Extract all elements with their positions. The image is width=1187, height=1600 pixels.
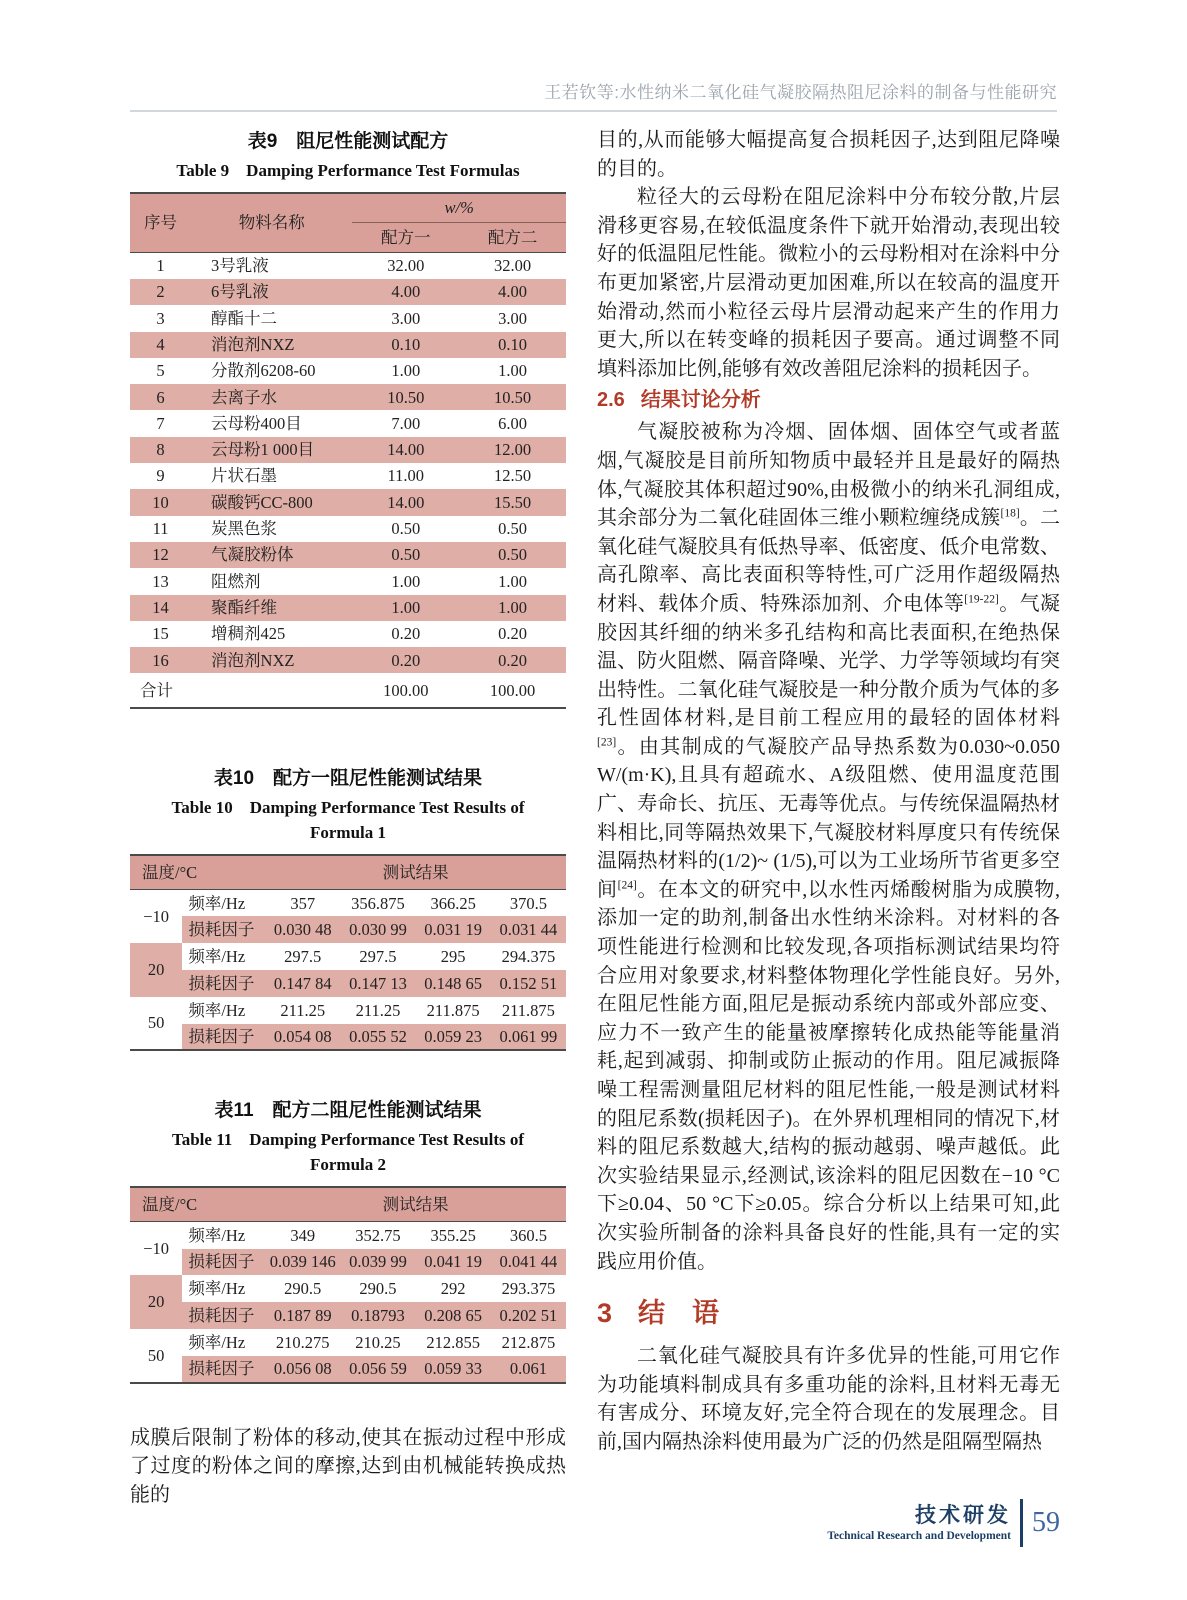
cell-value: 0.202 51 xyxy=(491,1302,566,1329)
cell-seq: 7 xyxy=(156,413,165,433)
table-row-frequency xyxy=(130,943,566,970)
table9-total-row xyxy=(130,673,566,708)
cell-f2: 10.50 xyxy=(494,387,532,407)
table-row-loss-factor xyxy=(130,1024,566,1051)
table-row xyxy=(130,647,566,673)
cell-value: 0.148 65 xyxy=(416,970,491,997)
cell-f1: 32.00 xyxy=(387,256,425,276)
col-header-material: 物料名称 xyxy=(238,213,305,233)
body-text-segment: 。在本文的研究中,以水性丙烯酸树脂为成膜物,添加一定的助剂,制备出水性纳米涂料。对材料的各项性能进行检测和比较发现,各项指标测试结果均符合应用对象要求,材料整体物理化学性能良好。另外,在阻尼性能方面,阻尼是振动系统内部或外部应变、应力不一致产生的能量被摩擦转化成热能等能量消耗,起到减弱、抑制或防止振动的作用。阻尼减振降噪工程需测量阻尼材料的阻尼性能,一般是测试材料的阻尼系数(损耗因子)。在外界机理相同的情况下,材料的阻尼系数越大,结构的振动越弱、噪声越低。此次实验结果显示,经测试,该涂料的阻尼因数在−10 °C下≥0.04、50 °C下≥0.05。综合分析以上结果可知,此次实验所制备的涂料具备良好的性能,具有一定的实践应用价值。 xyxy=(597,878,1061,1273)
cell-seq: 5 xyxy=(156,361,165,381)
table10-results xyxy=(130,854,566,1052)
table-row xyxy=(130,463,566,489)
cell-value: 295 xyxy=(440,946,466,966)
row-label-frequency: 频率/Hz xyxy=(188,1000,246,1020)
table-row-frequency xyxy=(130,890,566,917)
cell-temperature: 50 xyxy=(130,997,182,1051)
cell-value: 212.875 xyxy=(501,1332,556,1352)
cell-temperature: −10 xyxy=(130,890,182,944)
row-label-frequency: 频率/Hz xyxy=(188,1332,246,1352)
body-text-segment: 。气凝胶因其纤细的纳米多孔结构和高比表面积,在绝热保温、防火阻燃、隔音降噪、光学、力学等领域均有突出特性。二氧化硅气凝胶是一种分散介质为气体的多孔性固体材料,是目前工程应用的最轻的固体材料 xyxy=(597,592,1061,730)
total-f1: 100.00 xyxy=(383,680,429,700)
cell-temperature: 50 xyxy=(130,1329,182,1383)
left-column-paragraph: 成膜后限制了粉体的移动,使其在振动过程中形成了过度的粉体之间的摩擦,达到由机械能转换成热能的 xyxy=(130,1426,566,1506)
cell-value: 355.25 xyxy=(430,1225,476,1245)
cell-f1: 0.10 xyxy=(391,334,421,354)
table-row xyxy=(130,516,566,542)
cell-value: 0.031 19 xyxy=(416,916,491,943)
table11-title-en-line2: Formula 2 xyxy=(309,1155,387,1175)
table-row-frequency xyxy=(130,1275,566,1302)
row-label-frequency: 频率/Hz xyxy=(188,893,246,913)
paragraph-results-discussion xyxy=(597,418,1060,1276)
cell-material: 碳酸钙CC-800 xyxy=(211,492,313,512)
cell-f2: 4.00 xyxy=(498,282,528,302)
table10-header xyxy=(130,855,566,890)
table-row xyxy=(130,542,566,568)
table-row-frequency xyxy=(130,997,566,1024)
table-row xyxy=(130,595,566,621)
cell-value: 290.5 xyxy=(284,1279,322,1298)
row-label-loss: 损耗因子 xyxy=(182,1356,265,1383)
cell-f2: 1.00 xyxy=(498,597,528,617)
cell-value: 0.030 48 xyxy=(265,916,340,943)
cell-seq: 14 xyxy=(152,597,169,617)
cell-value: 0.056 08 xyxy=(265,1356,340,1383)
cell-material: 3号乳液 xyxy=(211,256,269,276)
table-row xyxy=(130,358,566,384)
cell-f2: 0.50 xyxy=(498,519,528,539)
cell-value: 366.25 xyxy=(430,893,476,913)
col-header-w-percent: w/% xyxy=(352,193,566,223)
cell-seq: 16 xyxy=(152,650,169,670)
cell-value: 360.5 xyxy=(509,1225,547,1245)
table10-title-zh: 表10 配方一阻尼性能测试结果 xyxy=(213,768,483,790)
total-f2: 100.00 xyxy=(489,680,536,700)
cell-value: 357 xyxy=(290,893,316,913)
table-row-loss-factor xyxy=(130,916,566,943)
body-text-segment: 气凝胶被称为冷烟、固体烟、固体空气或者蓝烟,气凝胶是目前所知物质中最轻并且是最好的隔热体,气凝胶其体积超过90%,由极微小的纳米孔洞组成,其余部分为二氧化硅固体三维小颗粒缠绕成簇 xyxy=(597,421,1060,530)
table-row-frequency xyxy=(130,1222,566,1249)
cell-f2: 12.00 xyxy=(494,440,532,460)
section-heading-2-6 xyxy=(597,386,1060,415)
col-header-results: 测试结果 xyxy=(382,862,449,882)
table9-header-row-1 xyxy=(130,193,566,223)
cell-f2: 1.00 xyxy=(498,361,528,381)
table-row xyxy=(130,437,566,463)
cell-value: 0.039 146 xyxy=(265,1249,340,1276)
table-row-frequency xyxy=(130,1329,566,1356)
table-row xyxy=(130,489,566,515)
table10-title-en-line1: Table 10 Damping Performance Test Results of xyxy=(171,798,525,818)
table11-title-en-line1: Table 11 Damping Performance Test Results of xyxy=(171,1130,525,1150)
cell-value: 211.25 xyxy=(355,1000,401,1020)
cell-f1: 10.50 xyxy=(387,387,425,407)
cell-value: 0.041 44 xyxy=(491,1249,566,1276)
table11-block xyxy=(130,1095,566,1383)
cell-seq: 11 xyxy=(152,519,169,539)
col-header-results: 测试结果 xyxy=(382,1194,449,1214)
cell-f1: 0.20 xyxy=(391,650,421,670)
cell-seq: 15 xyxy=(152,624,169,644)
cell-value: 290.5 xyxy=(359,1279,397,1298)
cell-f1: 1.00 xyxy=(391,597,421,617)
table-row-loss-factor xyxy=(130,970,566,997)
row-label-loss: 损耗因子 xyxy=(182,1249,265,1276)
table-row-loss-factor xyxy=(130,1249,566,1276)
paragraph-conclusion: 二氧化硅气凝胶具有许多优异的性能,可用它作为功能填料制成具有多重功能的涂料,且材料无毒无有害成分、环境友好,完全符合现在的发展理念。目前,国内隔热涂料使用最为广泛的仍然是阻隔型隔热 xyxy=(597,1345,1060,1453)
col-header-formula2: 配方二 xyxy=(487,227,538,247)
col-header-formula1: 配方一 xyxy=(381,227,431,247)
table-row xyxy=(130,410,566,436)
section-number: 2.6 xyxy=(597,389,625,412)
cell-value: 210.275 xyxy=(275,1332,330,1352)
cell-value: 297.5 xyxy=(359,946,397,966)
cell-material: 气凝胶粉体 xyxy=(211,545,294,565)
cell-seq: 4 xyxy=(156,334,165,354)
cell-value: 294.375 xyxy=(501,946,556,966)
table11-header-row xyxy=(130,1187,566,1222)
row-label-loss: 损耗因子 xyxy=(182,970,265,997)
table-row xyxy=(130,279,566,305)
cell-value: 297.5 xyxy=(284,946,322,966)
cell-value: 349 xyxy=(290,1225,316,1245)
cell-material: 醇酯十二 xyxy=(211,308,278,328)
left-column xyxy=(130,126,566,1509)
table-row xyxy=(130,384,566,410)
cell-f2: 0.20 xyxy=(498,624,528,644)
col-header-temperature: 温度/°C xyxy=(142,862,198,882)
cell-f2: 0.50 xyxy=(498,545,528,565)
cell-value: 0.059 23 xyxy=(416,1024,491,1051)
running-head: 王若钦等:水性纳米二氧化硅气凝胶隔热阻尼涂料的制备与性能研究 xyxy=(544,83,1057,102)
cell-material: 6号乳液 xyxy=(211,282,269,302)
cell-material: 云母粉1 000目 xyxy=(211,440,315,460)
cell-f1: 0.50 xyxy=(391,545,421,565)
paragraph-continuation: 目的,从而能够大幅提高复合损耗因子,达到阻尼降噪的目的。 xyxy=(597,129,1060,180)
section-title: 结果讨论分析 xyxy=(640,389,761,412)
page-footer xyxy=(827,1499,1060,1547)
section-title: 结 语 xyxy=(638,1298,720,1329)
cell-value: 0.056 59 xyxy=(340,1356,415,1383)
cell-f1: 0.20 xyxy=(391,624,421,644)
cell-value: 0.147 13 xyxy=(340,970,415,997)
cell-material: 炭黑色浆 xyxy=(211,519,278,539)
cell-seq: 3 xyxy=(156,308,165,328)
cell-value: 370.5 xyxy=(509,893,547,913)
cell-value: 292 xyxy=(440,1279,466,1298)
table9-title-zh: 表9 阻尼性能测试配方 xyxy=(247,131,449,152)
header-rule xyxy=(130,110,1057,112)
cell-material: 阻燃剂 xyxy=(211,571,261,591)
cell-value: 211.875 xyxy=(501,1000,555,1020)
table-row xyxy=(130,568,566,594)
table-row-loss-factor xyxy=(130,1356,566,1383)
cell-f1: 14.00 xyxy=(387,492,425,512)
total-label: 合计 xyxy=(140,680,173,700)
row-label-frequency: 频率/Hz xyxy=(188,1225,246,1245)
section-number: 3 xyxy=(597,1298,613,1329)
table10-title-en-line2: Formula 1 xyxy=(309,823,387,843)
cell-f1: 11.00 xyxy=(387,466,424,486)
citation-ref: [19-22] xyxy=(964,593,999,606)
cell-seq: 8 xyxy=(156,440,165,460)
right-column xyxy=(597,126,1060,1457)
table11-title-en xyxy=(130,1128,566,1177)
citation-ref: [23] xyxy=(597,736,617,749)
cell-material: 聚酯纤维 xyxy=(211,597,278,617)
table-row xyxy=(130,305,566,331)
cell-value: 0.039 99 xyxy=(340,1249,415,1276)
cell-material: 去离子水 xyxy=(211,387,278,407)
table9-title-en: Table 9 Damping Performance Test Formulas xyxy=(176,161,520,180)
table10-block xyxy=(130,763,566,1051)
cell-seq: 9 xyxy=(156,466,165,486)
cell-material: 云母粉400目 xyxy=(211,413,302,433)
cell-f2: 32.00 xyxy=(494,256,532,276)
cell-seq: 1 xyxy=(156,256,165,276)
row-label-frequency: 频率/Hz xyxy=(188,946,246,966)
row-label-loss: 损耗因子 xyxy=(182,916,265,943)
table11-title-zh: 表11 配方二阻尼性能测试结果 xyxy=(214,1100,482,1122)
footer-section-label xyxy=(827,1504,1011,1542)
cell-value: 211.875 xyxy=(426,1000,480,1020)
cell-f1: 4.00 xyxy=(391,282,421,302)
citation-ref: [24] xyxy=(617,879,637,892)
cell-seq: 10 xyxy=(152,492,169,512)
cell-value: 0.152 51 xyxy=(491,970,566,997)
table10-title-en xyxy=(130,796,566,845)
cell-f1: 1.00 xyxy=(391,571,421,591)
cell-value: 0.187 89 xyxy=(265,1302,340,1329)
cell-f2: 12.50 xyxy=(494,466,532,486)
cell-value: 0.208 65 xyxy=(416,1302,491,1329)
cell-f1: 3.00 xyxy=(391,308,421,328)
table9-header xyxy=(130,193,566,253)
cell-material: 片状石墨 xyxy=(211,466,278,486)
row-label-frequency: 频率/Hz xyxy=(188,1279,246,1298)
table9-formulas xyxy=(130,192,566,710)
cell-f1: 14.00 xyxy=(387,440,425,460)
cell-value: 356.875 xyxy=(351,893,405,913)
col-header-temperature: 温度/°C xyxy=(142,1194,198,1214)
cell-f1: 7.00 xyxy=(391,413,421,433)
cell-material: 消泡剂NXZ xyxy=(211,334,295,354)
cell-f1: 0.50 xyxy=(391,519,421,539)
footer-section-zh: 技术研发 xyxy=(915,1503,1011,1527)
cell-value: 210.25 xyxy=(355,1332,401,1352)
cell-temperature: 20 xyxy=(130,943,182,997)
section-heading-3 xyxy=(597,1296,1060,1330)
table11-header xyxy=(130,1187,566,1222)
cell-value: 0.030 99 xyxy=(340,916,415,943)
table-row-loss-factor xyxy=(130,1302,566,1329)
cell-value: 0.061 xyxy=(491,1356,566,1383)
cell-f2: 6.00 xyxy=(498,413,528,433)
body-text-segment: 。二氧化硅气凝胶具有低热导率、低密度、低介电常数、高孔隙率、高比表面积等特性,可广泛用作超级隔热材料、载体介质、特殊添加剂、介电体等 xyxy=(597,507,1061,615)
cell-material: 增稠剂425 xyxy=(211,624,286,644)
cell-material: 消泡剂NXZ xyxy=(211,650,295,670)
cell-value: 0.059 33 xyxy=(416,1356,491,1383)
cell-f2: 0.10 xyxy=(498,334,528,354)
table10-header-row xyxy=(130,855,566,890)
cell-f2: 1.00 xyxy=(498,571,528,591)
cell-seq: 2 xyxy=(156,282,165,302)
cell-temperature: 20 xyxy=(130,1275,182,1329)
footer-section-en: Technical Research and Development xyxy=(827,1530,1011,1543)
cell-value: 293.375 xyxy=(501,1279,556,1298)
cell-value: 0.061 99 xyxy=(491,1024,566,1051)
table-row xyxy=(130,332,566,358)
table-row xyxy=(130,253,566,279)
cell-value: 212.855 xyxy=(426,1332,480,1352)
row-label-loss: 损耗因子 xyxy=(182,1302,265,1329)
cell-seq: 6 xyxy=(156,387,165,407)
cell-material: 分散剂6208-60 xyxy=(211,361,316,381)
cell-value: 211.25 xyxy=(280,1000,326,1020)
cell-value: 0.147 84 xyxy=(265,970,340,997)
row-label-loss: 损耗因子 xyxy=(182,1024,265,1051)
table11-results xyxy=(130,1186,566,1384)
cell-f2: 3.00 xyxy=(498,308,528,328)
cell-seq: 13 xyxy=(152,571,169,591)
cell-value: 0.18793 xyxy=(340,1302,415,1329)
cell-seq: 12 xyxy=(152,545,169,565)
cell-value: 0.054 08 xyxy=(265,1024,340,1051)
cell-value: 0.055 52 xyxy=(340,1024,415,1051)
table-row xyxy=(130,621,566,647)
col-header-seq: 序号 xyxy=(144,213,178,233)
cell-f1: 1.00 xyxy=(391,361,421,381)
cell-value: 352.75 xyxy=(355,1225,401,1245)
cell-value: 0.031 44 xyxy=(491,916,566,943)
paragraph-mica-discussion: 粒径大的云母粉在阻尼涂料中分布较分散,片层滑移更容易,在较低温度条件下就开始滑动,表现出较好的低温阻尼性能。微粒小的云母粉相对在涂料中分布更加紧密,片层滑动更加困难,所以在较高的温度开始滑动,然而小粒径云母片层滑动起来产生的作用力更大,所以在转变峰的损耗因子要高。通过调整不同填料添加比例,能够有效改善阻尼涂料的损耗因子。 xyxy=(597,186,1060,380)
cell-f2: 0.20 xyxy=(498,650,528,670)
cell-temperature: −10 xyxy=(130,1222,182,1276)
footer-divider xyxy=(1020,1499,1023,1547)
cell-value: 0.041 19 xyxy=(416,1249,491,1276)
citation-ref: [18] xyxy=(1000,507,1020,520)
body-text-segment: 。由其制成的气凝胶产品导热系数为0.030~0.050 W/(m·K),且具有超疏水、A级阻燃、使用温度范围广、寿命长、抗压、无毒等优点。与传统保温隔热材料相比,同等隔热效果下,气凝胶材料厚度只有传统保温隔热材料的(1/2)~ (1/5),可以为工业场所节省更多空间 xyxy=(597,735,1060,901)
cell-f2: 15.50 xyxy=(494,492,532,512)
footer-page-number: 59 xyxy=(1032,1507,1060,1538)
